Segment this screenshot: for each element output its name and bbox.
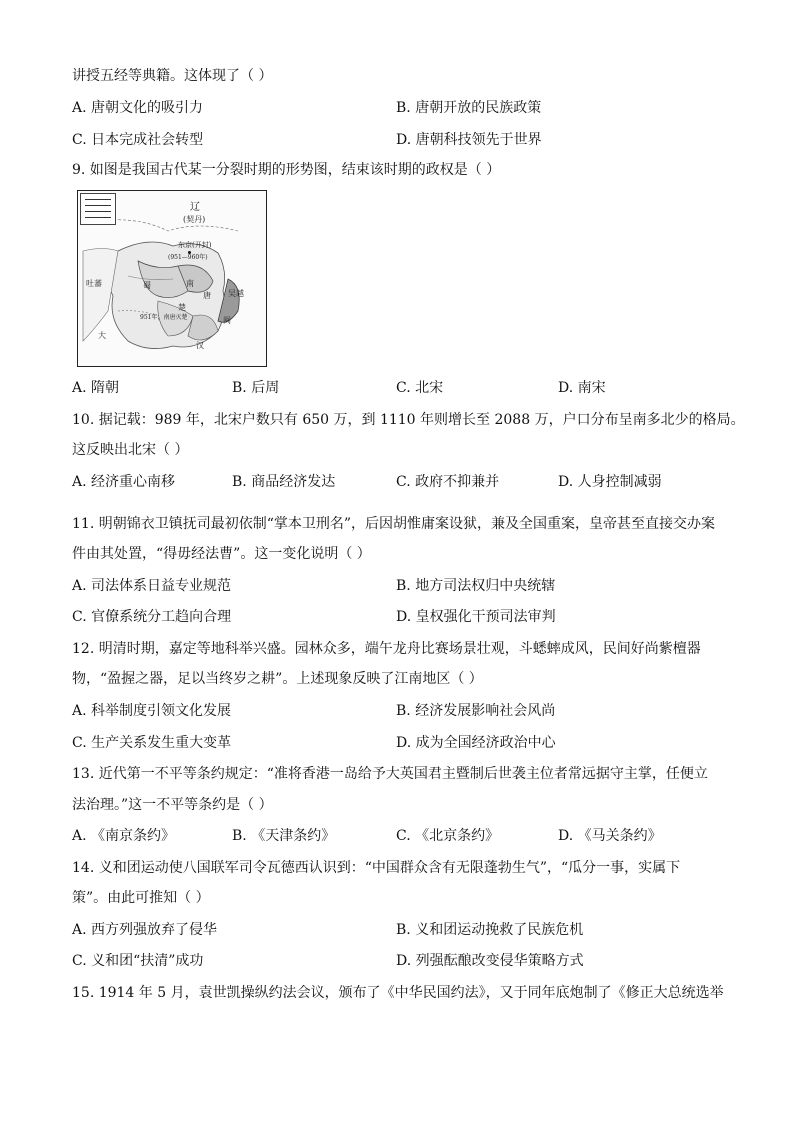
q13-stem-line2: 法治理。”这一不平等条约是（ ） — [72, 797, 273, 813]
q8-option-a: A. 唐朝文化的吸引力 — [72, 100, 204, 116]
q12-stem-line2: 物，“盈握之器，足以当终岁之耕”。上述现象反映了江南地区（ ） — [72, 671, 483, 687]
q14-option-b: B. 义和团运动挽救了民族危机 — [396, 922, 584, 938]
map-label-qidan: (契丹) — [183, 215, 206, 224]
map-label-tang: 唐 — [203, 291, 211, 300]
q13-stem-line1: 13. 近代第一不平等条约规定：“准将香港一岛给予大英国君主暨制后世袭主位者常远据守主掌，任便立 — [72, 766, 708, 782]
map-label-han: 汉 — [196, 341, 204, 350]
q12-option-a: A. 科举制度引领文化发展 — [72, 703, 232, 719]
q13-option-a: A. 《南京条约》 — [72, 828, 176, 844]
map-label-dongjing: 东京(开封) — [178, 241, 212, 249]
q11-stem-line2: 件由其处置，“得毋经法曹”。这一变化说明（ ） — [72, 546, 371, 562]
q14-option-c: C. 义和团“扶清”成功 — [72, 953, 204, 969]
map-label-year951: 951年，南唐灭楚 — [140, 314, 188, 321]
map-label-shu: 蜀 — [143, 281, 151, 290]
q14-stem-line1: 14. 义和团运动使八国联军司令瓦德西认识到：“中国群众含有无限蓬勃生气”，“瓜分一事，实属下 — [72, 860, 681, 876]
q11-option-b: B. 地方司法权归中央统辖 — [396, 578, 556, 594]
q8-option-d: D. 唐朝科技领先于世界 — [396, 132, 542, 148]
q9-option-a: A. 隋朝 — [72, 380, 120, 396]
q14-option-a: A. 西方列强放弃了侵华 — [72, 922, 218, 938]
map-label-min: 闽 — [223, 316, 231, 325]
q9-stem: 9. 如图是我国古代某一分裂时期的形势图，结束该时期的政权是（ ） — [72, 162, 501, 178]
q10-option-d: D. 人身控制减弱 — [558, 474, 662, 490]
q12-option-c: C. 生产关系发生重大变革 — [72, 735, 232, 751]
q12-option-d: D. 成为全国经济政治中心 — [396, 735, 556, 751]
map-label-dali: 大 — [98, 331, 106, 340]
map-label-liao: 辽 — [190, 202, 200, 213]
q11-option-a: A. 司法体系日益专业规范 — [72, 578, 232, 594]
q10-stem-line1: 10. 据记载：989 年，北宋户数只有 650 万，到 1110 年则增长至 2088 万，户口分布呈南多北少的格局。 — [72, 412, 745, 428]
map-label-years: (951—960年) — [168, 254, 208, 261]
q10-stem-line2: 这反映出北宋（ ） — [72, 442, 189, 458]
q12-option-b: B. 经济发展影响社会风尚 — [396, 703, 556, 719]
q10-option-c: C. 政府不抑兼并 — [396, 474, 500, 490]
map-label-chu: 楚 — [178, 303, 186, 312]
q13-option-d: D. 《马关条约》 — [558, 828, 662, 844]
q13-option-c: C. 《北京条约》 — [396, 828, 500, 844]
map-legend — [80, 193, 116, 225]
q9-option-c: C. 北宋 — [396, 380, 444, 396]
q11-stem-line1: 11. 明朝锦衣卫镇抚司最初依制“掌本卫刑名”，后因胡惟庸案设狱，兼及全国重案，皇帝甚至直接交办案 — [72, 516, 716, 532]
q10-option-a: A. 经济重心南移 — [72, 474, 176, 490]
map-label-wuyue: 吴越 — [228, 289, 244, 298]
q13-option-b: B. 《天津条约》 — [232, 828, 336, 844]
q14-option-d: D. 列强酝酿改变侵华策略方式 — [396, 953, 584, 969]
q15-stem-line1: 15. 1914 年 5 月，袁世凯操纵约法会议，颁布了《中华民国约法》，又于同年底炮制了《修正大总统选举 — [72, 985, 724, 1001]
q8-option-c: C. 日本完成社会转型 — [72, 132, 204, 148]
q11-option-d: D. 皇权强化干预司法审判 — [396, 609, 556, 625]
q10-option-b: B. 商品经济发达 — [232, 474, 336, 490]
q8-option-b: B. 唐朝开放的民族政策 — [396, 100, 542, 116]
historical-map — [77, 190, 267, 367]
q14-stem-line2: 策”。由此可推知（ ） — [72, 890, 210, 906]
q8-stem: 讲授五经等典籍。这体现了（ ） — [72, 68, 273, 84]
map-label-tubo: 吐蕃 — [86, 279, 102, 288]
q9-option-b: B. 后周 — [232, 380, 280, 396]
q12-stem-line1: 12. 明清时期，嘉定等地科举兴盛。园林众多，端午龙舟比赛场景壮观，斗蟋蟀成风，民间好尚紫檀器 — [72, 641, 701, 657]
q11-option-c: C. 官僚系统分工趋向合理 — [72, 609, 232, 625]
q9-option-d: D. 南宋 — [558, 380, 606, 396]
map-label-nan: 南 — [186, 279, 194, 288]
